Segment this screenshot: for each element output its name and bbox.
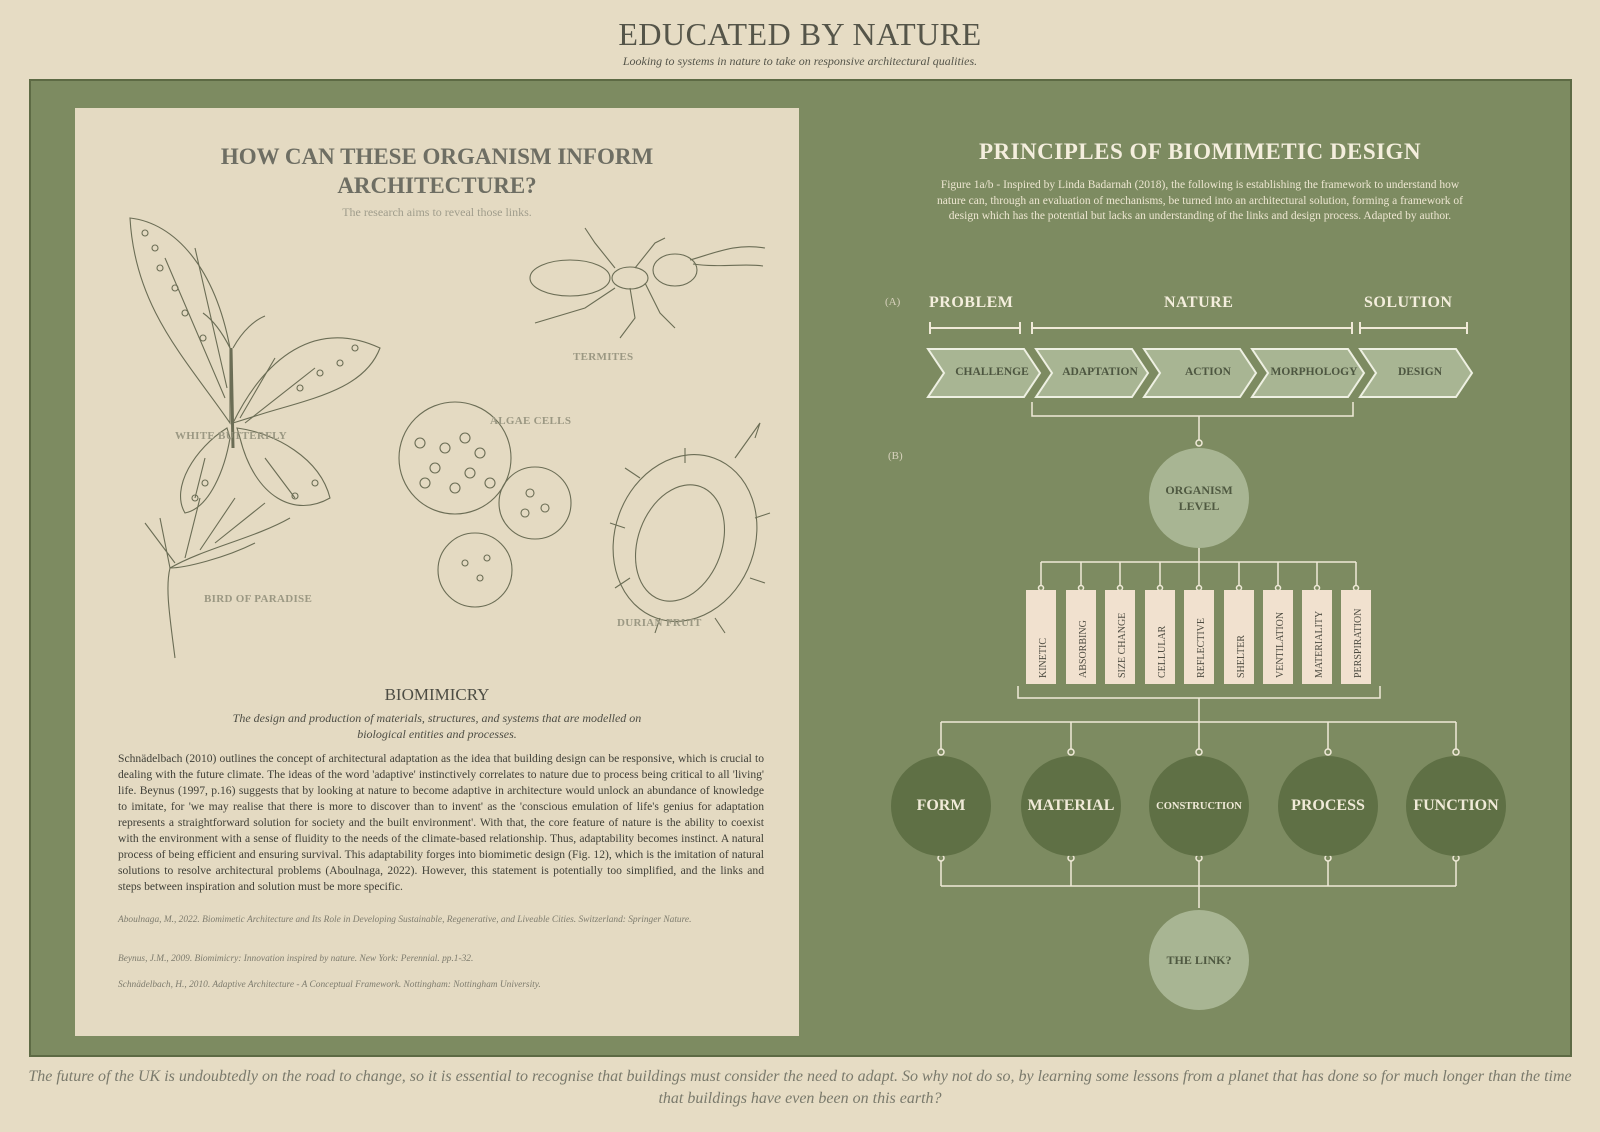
the-link-label: THE LINK? (1166, 953, 1232, 967)
tag-label: ABSORBING (1078, 620, 1089, 678)
category-label: FUNCTION (1413, 797, 1499, 814)
category-function (1406, 756, 1506, 856)
stage-solution: SOLUTION (1364, 294, 1453, 311)
left-panel-heading: HOW CAN THESE ORGANISM INFORM ARCHITECTURE? (220, 144, 654, 198)
step-design: DESIGN (1397, 366, 1443, 378)
biomimicry-definition: The design and production of materials, structures, and systems that are modelled on biological entities and processes. (232, 711, 642, 741)
tag-absorbing (1066, 590, 1096, 684)
tag-cellular (1145, 590, 1175, 684)
tag-label: REFLECTIVE (1196, 618, 1207, 678)
step-challenge: CHALLENGE (955, 366, 1029, 378)
label-termites: TERMITES (573, 351, 634, 363)
category-label: CONSTRUCTION (1156, 800, 1242, 812)
step-morphology: MORPHOLOGY (1270, 366, 1358, 378)
page-title: EDUCATED BY NATURE (618, 16, 982, 52)
figure-caption: Figure 1a/b - Inspired by Linda Badarnah (2018), the following is establishing the framework to understand how nature can, through an evaluation of mechanisms, be turned into an architectural solution, forming a framework of design which has the potential but lacks an understanding of the links and design process. Adapted by author. (937, 179, 1463, 222)
reference-item: Schnädelbach, H., 2010. Adaptive Architecture - A Conceptual Framework. Nottingham: Nottingham University. (118, 980, 541, 990)
label-white-butterfly: WHITE BUTTERFLY (175, 430, 287, 442)
tag-label: PERSPIRATION (1353, 608, 1364, 678)
stage-nature: NATURE (1164, 294, 1234, 311)
marker-b: (B) (888, 450, 903, 462)
marker-a: (A) (885, 296, 901, 308)
reference-item: Aboulnaga, M., 2022. Biomimetic Architecture and Its Role in Developing Sustainable, Regenerative, and Liveable Cities. Switzerland: Springer Nature. (118, 915, 692, 925)
category-process (1278, 756, 1378, 856)
stage-problem: PROBLEM (929, 294, 1014, 311)
reference-item: Beynus, J.M., 2009. Biomimicry: Innovation inspired by nature. New York: Perennial. pp.1-32. (118, 954, 474, 964)
page-subtitle: Looking to systems in nature to take on responsive architectural qualities. (622, 54, 978, 68)
category-form (891, 756, 991, 856)
tag-ventilation (1263, 590, 1293, 684)
right-panel-heading: PRINCIPLES OF BIOMIMETIC DESIGN (978, 139, 1422, 164)
category-label: FORM (916, 797, 966, 814)
tag-label: CELLULAR (1157, 625, 1168, 678)
tag-label: VENTILATION (1275, 611, 1286, 678)
tag-reflective (1184, 590, 1214, 684)
tag-label: SIZE CHANGE (1117, 612, 1128, 678)
category-label: MATERIAL (1027, 797, 1115, 814)
category-material (1021, 756, 1121, 856)
left-panel-tagline: The research aims to reveal those links. (342, 205, 532, 219)
organism-level-node (1149, 448, 1249, 548)
tag-label: SHELTER (1236, 635, 1247, 678)
tag-perspiration (1341, 590, 1371, 684)
tag-label: MATERIALITY (1314, 610, 1325, 678)
label-bird-of-paradise: BIRD OF PARADISE (204, 593, 313, 605)
step-adaptation: ADAPTATION (1062, 366, 1138, 378)
label-algae-cells: ALGAE CELLS (490, 415, 572, 427)
category-construction (1149, 756, 1249, 856)
biomimicry-title: BIOMIMICRY (384, 685, 490, 704)
footer-quote: The future of the UK is undoubtedly on the road to change, so it is essential to recognise that buildings must consider the need to adapt. So why not do so, by learning some lessons from a planet that has done so for much longer than the time that buildings have even been on this earth? (28, 1068, 1572, 1107)
tag-kinetic (1026, 590, 1056, 684)
label-durian-fruit: DURIAN FRUIT (617, 617, 702, 629)
biomimicry-body-text: Schnädelbach (2010) outlines the concept of architectural adaptation as the idea that building design can be responsive, which is crucial to dealing with the future climate. The ideas of the word 'adaptive' instinctively correlates to nature due to process being critical to all 'living' life. Beynus (1997, p.16) suggests that by looking at nature to become adaptive in architecture would unlock an abundance of knowledge to imitate, for 'we may realise that there is more to discover than to invent' as the 'conscious emulation of life's genius for adaptation represents a straightforward solution for society and the built environment'. With that, the core feature of nature is the ability to coexist with the environment with a sense of fluidity to the needs of the climate-based relationship. Thus, adaptability becomes instinct. A natural process of being efficient and ensuring survival. This adaptability forges into biomimetic design (Fig. 12), which is the imitation of natural solutions to resolve architectural problems (Aboulnaga, 2022). However, this statement is potentially too simplified, and the links and steps between inspiration and solution must be more specific. (118, 752, 764, 893)
tag-label: KINETIC (1038, 638, 1049, 678)
tag-size-change (1105, 590, 1135, 684)
step-action: ACTION (1184, 366, 1231, 378)
category-label: PROCESS (1291, 797, 1365, 814)
the-link-node (1149, 910, 1249, 1010)
organism-level-label: ORGANISM LEVEL (1165, 483, 1233, 513)
tag-shelter (1224, 590, 1254, 684)
tag-materiality (1302, 590, 1332, 684)
